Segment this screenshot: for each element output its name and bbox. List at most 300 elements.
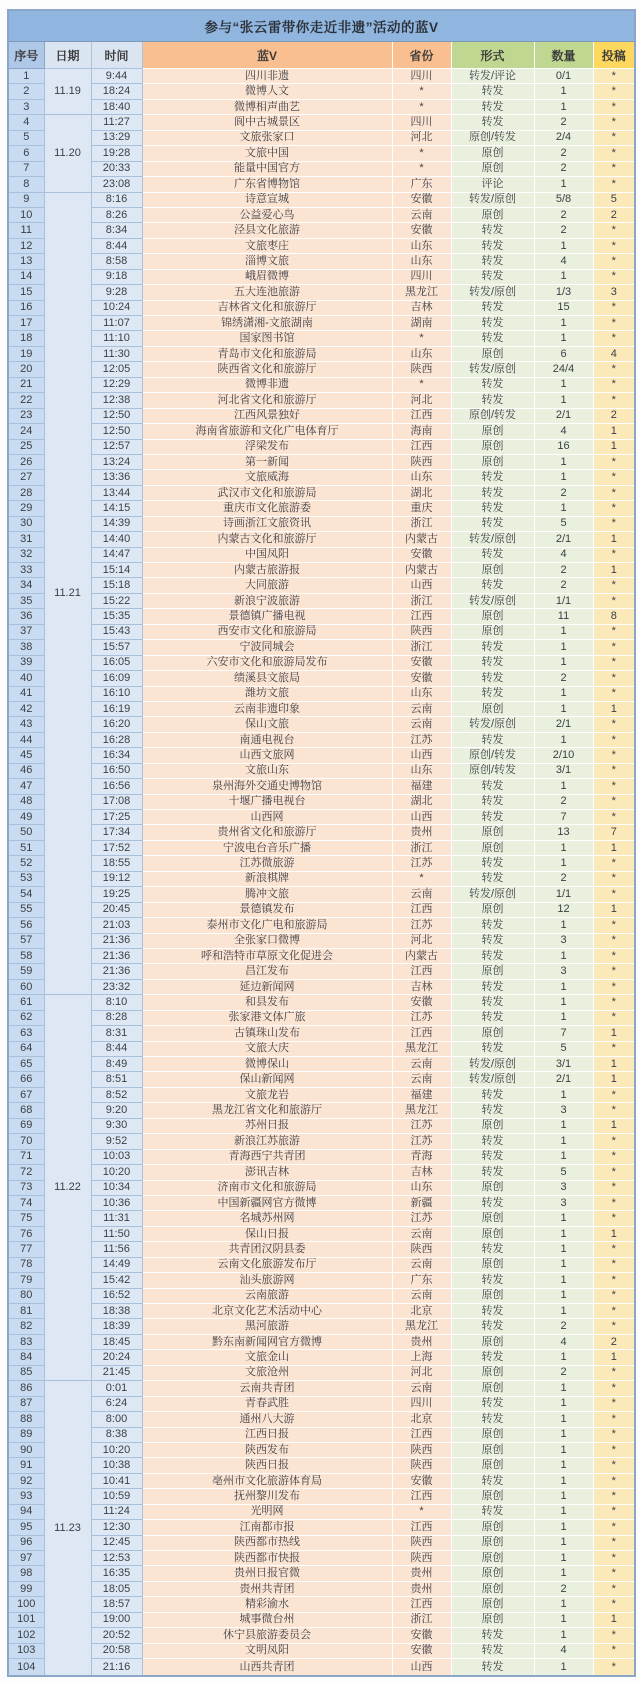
time-cell: 10:03	[91, 1149, 142, 1164]
table-row	[8, 223, 635, 238]
form-cell: 原创	[451, 1381, 534, 1396]
date-cell: 11.23	[44, 1381, 91, 1676]
province-cell: 山东	[392, 238, 451, 253]
time-cell: 19:25	[91, 887, 142, 902]
seq-cell: 64	[8, 1041, 44, 1056]
blue-v-name-cell: 古镇珠山发布	[142, 1026, 392, 1041]
post-cell: *	[593, 964, 635, 979]
count-cell: 1	[534, 1149, 593, 1164]
time-cell: 12:50	[91, 408, 142, 423]
seq-cell: 48	[8, 794, 44, 809]
post-cell: *	[593, 979, 635, 994]
count-cell: 12	[534, 902, 593, 917]
table-row	[8, 779, 635, 794]
post-cell: 5	[593, 192, 635, 207]
form-cell: 转发	[451, 995, 534, 1010]
seq-cell: 5	[8, 130, 44, 145]
table-row	[8, 1195, 635, 1210]
time-cell: 18:39	[91, 1319, 142, 1334]
table-row	[8, 1350, 635, 1365]
count-cell: 4	[534, 547, 593, 562]
time-cell: 10:24	[91, 300, 142, 315]
seq-cell: 101	[8, 1612, 44, 1627]
table-row	[8, 1010, 635, 1025]
time-cell: 15:57	[91, 640, 142, 655]
count-cell: 2	[534, 671, 593, 686]
seq-cell: 75	[8, 1211, 44, 1226]
time-cell: 18:24	[91, 84, 142, 99]
seq-cell: 23	[8, 408, 44, 423]
province-cell: 江苏	[392, 732, 451, 747]
blue-v-name-cell: 文旅枣庄	[142, 238, 392, 253]
time-cell: 21:03	[91, 918, 142, 933]
form-cell: 转发/原创	[451, 285, 534, 300]
time-cell: 16:56	[91, 779, 142, 794]
blue-v-name-cell: 云南旅游	[142, 1288, 392, 1303]
count-cell: 1	[534, 1118, 593, 1133]
time-cell: 11:10	[91, 331, 142, 346]
seq-cell: 45	[8, 748, 44, 763]
province-cell: 安徽	[392, 1473, 451, 1488]
time-cell: 13:24	[91, 454, 142, 469]
form-cell: 原创	[451, 1535, 534, 1550]
count-cell: 2/1	[534, 717, 593, 732]
blue-v-name-cell: 微博保山	[142, 1057, 392, 1072]
province-cell: 海南	[392, 424, 451, 439]
form-cell: 转发	[451, 501, 534, 516]
table-row	[8, 995, 635, 1010]
count-cell: 1	[534, 1257, 593, 1272]
post-cell: *	[593, 1319, 635, 1334]
table-row	[8, 1365, 635, 1380]
seq-cell: 43	[8, 717, 44, 732]
seq-cell: 79	[8, 1273, 44, 1288]
blue-v-name-cell: 贵州日报官微	[142, 1566, 392, 1581]
blue-v-name-cell: 文旅张家口	[142, 130, 392, 145]
blue-v-name-cell: 江苏微旅游	[142, 856, 392, 871]
count-cell: 1	[534, 1597, 593, 1612]
blue-v-name-cell: 广东省博物馆	[142, 177, 392, 192]
seq-cell: 65	[8, 1057, 44, 1072]
count-cell: 1	[534, 377, 593, 392]
seq-cell: 14	[8, 269, 44, 284]
time-cell: 11:30	[91, 346, 142, 361]
post-cell: *	[593, 686, 635, 701]
province-cell: *	[392, 871, 451, 886]
table-row	[8, 1103, 635, 1118]
count-cell: 2	[534, 485, 593, 500]
time-cell: 8:52	[91, 1087, 142, 1102]
post-cell: *	[593, 1551, 635, 1566]
count-cell: 7	[534, 810, 593, 825]
post-cell: *	[593, 377, 635, 392]
post-cell: 1	[593, 840, 635, 855]
count-cell: 3	[534, 1103, 593, 1118]
post-cell: *	[593, 223, 635, 238]
blue-v-name-cell: 名城苏州网	[142, 1211, 392, 1226]
col-header-form: 形式	[451, 42, 534, 69]
col-header-province: 省份	[392, 42, 451, 69]
time-cell: 19:12	[91, 871, 142, 886]
blue-v-name-cell: 宁波同城会	[142, 640, 392, 655]
count-cell: 1	[534, 732, 593, 747]
post-cell: *	[593, 763, 635, 778]
province-cell: 贵州	[392, 1566, 451, 1581]
table-row	[8, 300, 635, 315]
table-row	[8, 1535, 635, 1550]
table-row	[8, 701, 635, 716]
seq-cell: 63	[8, 1026, 44, 1041]
blue-v-name-cell: 第一新闻	[142, 454, 392, 469]
form-cell: 原创	[451, 1551, 534, 1566]
province-cell: 福建	[392, 1087, 451, 1102]
count-cell: 2	[534, 115, 593, 130]
seq-cell: 35	[8, 593, 44, 608]
table-row	[8, 516, 635, 531]
count-cell: 2	[534, 1365, 593, 1380]
seq-cell: 24	[8, 424, 44, 439]
blue-v-name-cell: 诗画浙江文旅资讯	[142, 516, 392, 531]
time-cell: 12:45	[91, 1535, 142, 1550]
count-cell: 1	[534, 84, 593, 99]
time-cell: 16:05	[91, 655, 142, 670]
province-cell: 安徽	[392, 1628, 451, 1643]
count-cell: 4	[534, 1643, 593, 1658]
time-cell: 18:45	[91, 1334, 142, 1349]
form-cell: 转发	[451, 671, 534, 686]
time-cell: 23:32	[91, 979, 142, 994]
seq-cell: 22	[8, 393, 44, 408]
form-cell: 转发	[451, 686, 534, 701]
form-cell: 转发	[451, 918, 534, 933]
form-cell: 原创	[451, 1458, 534, 1473]
seq-cell: 94	[8, 1504, 44, 1519]
blue-v-name-cell: 西安市文化和旅游局	[142, 624, 392, 639]
seq-cell: 7	[8, 161, 44, 176]
count-cell: 1	[534, 840, 593, 855]
form-cell: 转发	[451, 115, 534, 130]
seq-cell: 19	[8, 346, 44, 361]
blue-v-name-cell: 陕西日报	[142, 1458, 392, 1473]
count-cell: 1	[534, 331, 593, 346]
time-cell: 8:44	[91, 1041, 142, 1056]
form-cell: 转发/原创	[451, 532, 534, 547]
post-cell: 1	[593, 1057, 635, 1072]
post-cell: *	[593, 300, 635, 315]
count-cell: 1	[534, 1442, 593, 1457]
form-cell: 转发/原创	[451, 1057, 534, 1072]
time-cell: 16:10	[91, 686, 142, 701]
province-cell: *	[392, 331, 451, 346]
time-cell: 10:38	[91, 1458, 142, 1473]
table-row	[8, 933, 635, 948]
time-cell: 11:24	[91, 1504, 142, 1519]
blue-v-name-cell: 重庆市文化旅游委	[142, 501, 392, 516]
table-row	[8, 979, 635, 994]
province-cell: 贵州	[392, 1581, 451, 1596]
post-cell: *	[593, 1134, 635, 1149]
blue-v-name-cell: 六安市文化和旅游局发布	[142, 655, 392, 670]
post-cell: 1	[593, 1072, 635, 1087]
time-cell: 13:36	[91, 470, 142, 485]
seq-cell: 50	[8, 825, 44, 840]
table-row	[8, 655, 635, 670]
count-cell: 2/4	[534, 130, 593, 145]
province-cell: 安徽	[392, 995, 451, 1010]
time-cell: 11:07	[91, 316, 142, 331]
province-cell: 广东	[392, 1273, 451, 1288]
count-cell: 1	[534, 1504, 593, 1519]
time-cell: 21:36	[91, 964, 142, 979]
province-cell: 山西	[392, 748, 451, 763]
table-row	[8, 84, 635, 99]
post-cell: 3	[593, 285, 635, 300]
form-cell: 转发	[451, 655, 534, 670]
seq-cell: 10	[8, 207, 44, 222]
count-cell: 1/1	[534, 887, 593, 902]
province-cell: 陕西	[392, 454, 451, 469]
table-row	[8, 1628, 635, 1643]
post-cell: *	[593, 1180, 635, 1195]
form-cell: 转发	[451, 393, 534, 408]
province-cell: 山西	[392, 1659, 451, 1676]
blue-v-name-cell: 共青团汉阴县委	[142, 1242, 392, 1257]
form-cell: 转发	[451, 640, 534, 655]
post-cell: *	[593, 454, 635, 469]
time-cell: 8:00	[91, 1412, 142, 1427]
post-cell: *	[593, 1628, 635, 1643]
seq-cell: 44	[8, 732, 44, 747]
seq-cell: 95	[8, 1520, 44, 1535]
blue-v-name-cell: 保山日报	[142, 1226, 392, 1241]
table-row	[8, 454, 635, 469]
blue-v-name-cell: 新浪江苏旅游	[142, 1134, 392, 1149]
post-cell: 1	[593, 439, 635, 454]
post-cell: *	[593, 1412, 635, 1427]
province-cell: 陕西	[392, 1458, 451, 1473]
province-cell: 陕西	[392, 362, 451, 377]
seq-cell: 26	[8, 454, 44, 469]
post-cell: *	[593, 130, 635, 145]
post-cell: *	[593, 1242, 635, 1257]
count-cell: 2	[534, 223, 593, 238]
time-cell: 18:57	[91, 1597, 142, 1612]
count-cell: 13	[534, 825, 593, 840]
seq-cell: 20	[8, 362, 44, 377]
province-cell: 山东	[392, 470, 451, 485]
seq-cell: 102	[8, 1628, 44, 1643]
time-cell: 9:44	[91, 69, 142, 84]
blue-v-name-cell: 泰州市文化广电和旅游局	[142, 918, 392, 933]
blue-v-name-cell: 国家图书馆	[142, 331, 392, 346]
seq-cell: 90	[8, 1442, 44, 1457]
form-cell: 原创	[451, 1288, 534, 1303]
count-cell: 1	[534, 1010, 593, 1025]
form-cell: 原创	[451, 964, 534, 979]
seq-cell: 55	[8, 902, 44, 917]
seq-cell: 85	[8, 1365, 44, 1380]
table-row	[8, 964, 635, 979]
table-row	[8, 1026, 635, 1041]
table-row	[8, 146, 635, 161]
title-row	[8, 10, 635, 42]
form-cell: 转发	[451, 979, 534, 994]
post-cell: *	[593, 593, 635, 608]
time-cell: 15:18	[91, 578, 142, 593]
blue-v-name-cell: 澎讯吉林	[142, 1165, 392, 1180]
count-cell: 2	[534, 161, 593, 176]
form-cell: 转发/原创	[451, 362, 534, 377]
time-cell: 11:27	[91, 115, 142, 130]
table-row	[8, 470, 635, 485]
blue-v-name-cell: 全张家口微博	[142, 933, 392, 948]
seq-cell: 40	[8, 671, 44, 686]
post-cell: *	[593, 640, 635, 655]
count-cell: 24/4	[534, 362, 593, 377]
blue-v-name-cell: 城事微台州	[142, 1612, 392, 1627]
province-cell: 四川	[392, 269, 451, 284]
form-cell: 原创	[451, 439, 534, 454]
time-cell: 15:35	[91, 609, 142, 624]
blue-v-name-cell: 陕西都市快报	[142, 1551, 392, 1566]
table-row	[8, 887, 635, 902]
time-cell: 10:36	[91, 1195, 142, 1210]
count-cell: 1	[534, 979, 593, 994]
province-cell: 黑龙江	[392, 1041, 451, 1056]
form-cell: 原创	[451, 1211, 534, 1226]
form-cell: 转发	[451, 578, 534, 593]
form-cell: 转发	[451, 1273, 534, 1288]
province-cell: 浙江	[392, 840, 451, 855]
blue-v-name-cell: 陕西发布	[142, 1442, 392, 1457]
post-cell: *	[593, 1597, 635, 1612]
seq-cell: 84	[8, 1350, 44, 1365]
form-cell: 评论	[451, 177, 534, 192]
seq-cell: 36	[8, 609, 44, 624]
seq-cell: 31	[8, 532, 44, 547]
time-cell: 12:50	[91, 424, 142, 439]
post-cell: *	[593, 177, 635, 192]
time-cell: 12:38	[91, 393, 142, 408]
count-cell: 1	[534, 1458, 593, 1473]
table-row	[8, 1041, 635, 1056]
form-cell: 原创/转发	[451, 748, 534, 763]
seq-cell: 96	[8, 1535, 44, 1550]
blue-v-name-cell: 文旅山东	[142, 763, 392, 778]
province-cell: 山西	[392, 810, 451, 825]
seq-cell: 72	[8, 1165, 44, 1180]
province-cell: 黑龙江	[392, 285, 451, 300]
province-cell: 江苏	[392, 918, 451, 933]
province-cell: 安徽	[392, 547, 451, 562]
post-cell: *	[593, 1489, 635, 1504]
time-cell: 0:01	[91, 1381, 142, 1396]
table-row	[8, 1412, 635, 1427]
form-cell: 转发	[451, 1165, 534, 1180]
post-cell: *	[593, 501, 635, 516]
table-row	[8, 1149, 635, 1164]
seq-cell: 73	[8, 1180, 44, 1195]
province-cell: 山东	[392, 346, 451, 361]
count-cell: 3/1	[534, 1057, 593, 1072]
seq-cell: 21	[8, 377, 44, 392]
col-header-seq: 序号	[8, 42, 44, 69]
post-cell: *	[593, 1195, 635, 1210]
seq-cell: 74	[8, 1195, 44, 1210]
seq-cell: 6	[8, 146, 44, 161]
province-cell: 江苏	[392, 1211, 451, 1226]
time-cell: 12:30	[91, 1520, 142, 1535]
table-row	[8, 485, 635, 500]
count-cell: 1	[534, 1288, 593, 1303]
blue-v-name-cell: 中国新疆网官方微博	[142, 1195, 392, 1210]
count-cell: 1	[534, 238, 593, 253]
province-cell: 湖北	[392, 485, 451, 500]
count-cell: 2	[534, 1319, 593, 1334]
form-cell: 转发	[451, 1412, 534, 1427]
seq-cell: 42	[8, 701, 44, 716]
province-cell: *	[392, 146, 451, 161]
time-cell: 12:05	[91, 362, 142, 377]
post-cell: 1	[593, 1350, 635, 1365]
time-cell: 14:39	[91, 516, 142, 531]
time-cell: 18:05	[91, 1581, 142, 1596]
province-cell: 湖南	[392, 316, 451, 331]
post-cell: *	[593, 1535, 635, 1550]
province-cell: 浙江	[392, 516, 451, 531]
province-cell: 云南	[392, 887, 451, 902]
time-cell: 10:41	[91, 1473, 142, 1488]
table-row	[8, 362, 635, 377]
post-cell: 1	[593, 902, 635, 917]
table-row	[8, 1057, 635, 1072]
blue-v-name-cell: 抚州黎川发布	[142, 1489, 392, 1504]
count-cell: 1	[534, 393, 593, 408]
time-cell: 8:34	[91, 223, 142, 238]
form-cell: 原创	[451, 1257, 534, 1272]
form-cell: 原创	[451, 1118, 534, 1133]
time-cell: 8:26	[91, 207, 142, 222]
province-cell: *	[392, 161, 451, 176]
count-cell: 1	[534, 640, 593, 655]
count-cell: 1	[534, 701, 593, 716]
form-cell: 转发	[451, 933, 534, 948]
time-cell: 8:51	[91, 1072, 142, 1087]
time-cell: 21:36	[91, 933, 142, 948]
post-cell: 1	[593, 1226, 635, 1241]
post-cell: *	[593, 238, 635, 253]
blue-v-name-cell: 黑龙江省文化和旅游厅	[142, 1103, 392, 1118]
seq-cell: 52	[8, 856, 44, 871]
province-cell: 云南	[392, 207, 451, 222]
form-cell: 转发	[451, 470, 534, 485]
form-cell: 转发/原创	[451, 192, 534, 207]
time-cell: 15:43	[91, 624, 142, 639]
post-cell: 2	[593, 207, 635, 222]
blue-v-name-cell: 黑河旅游	[142, 1319, 392, 1334]
form-cell: 转发	[451, 1304, 534, 1319]
post-cell: 1	[593, 1118, 635, 1133]
post-cell: 1	[593, 1026, 635, 1041]
post-cell: *	[593, 146, 635, 161]
count-cell: 4	[534, 254, 593, 269]
seq-cell: 59	[8, 964, 44, 979]
table-row	[8, 69, 635, 84]
blue-v-name-cell: 休宁县旅游委员会	[142, 1628, 392, 1643]
form-cell: 转发/原创	[451, 887, 534, 902]
seq-cell: 49	[8, 810, 44, 825]
time-cell: 11:56	[91, 1242, 142, 1257]
